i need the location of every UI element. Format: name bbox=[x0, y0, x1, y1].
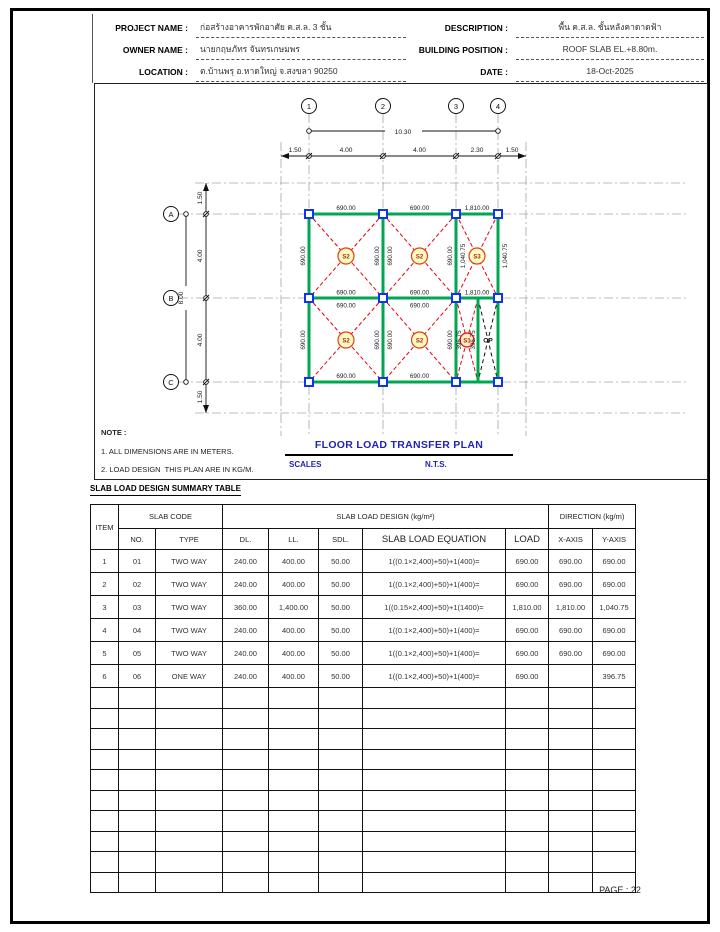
load-label: 690.00 bbox=[336, 289, 356, 297]
table-cell: 396.75 bbox=[593, 665, 636, 688]
dim-span2: 4.00 bbox=[413, 147, 426, 154]
load-label: 1,810.00 bbox=[464, 205, 490, 212]
col-direction: DIRECTION (kg/m) bbox=[549, 505, 636, 529]
load-label: 1,040.75 bbox=[502, 243, 509, 269]
table-cell bbox=[593, 790, 636, 811]
table-cell: 400.00 bbox=[269, 642, 319, 665]
table-row bbox=[91, 550, 636, 573]
table-cell: 690.00 bbox=[593, 619, 636, 642]
col-load: LOAD bbox=[506, 529, 549, 550]
load-label: 690.00 bbox=[409, 373, 430, 380]
table-cell bbox=[223, 708, 269, 729]
table-cell: 400.00 bbox=[269, 573, 319, 596]
table-empty-row bbox=[91, 770, 636, 791]
table-cell bbox=[156, 749, 223, 770]
table-cell bbox=[119, 770, 156, 791]
table-cell: 50.00 bbox=[319, 596, 363, 619]
table-cell bbox=[363, 770, 506, 791]
note-line-2: 2. LOAD DESIGN THIS PLAN ARE IN KG/M. bbox=[101, 465, 254, 474]
slab-tag-s1: S1 bbox=[463, 338, 471, 345]
table-cell bbox=[223, 811, 269, 832]
table-cell bbox=[269, 831, 319, 852]
table-cell bbox=[506, 811, 549, 832]
table-cell bbox=[156, 770, 223, 791]
table-cell: 690.00 bbox=[549, 573, 593, 596]
table-cell: 690.00 bbox=[549, 642, 593, 665]
table-cell bbox=[119, 790, 156, 811]
column-grid-bubbles bbox=[302, 99, 506, 114]
table-cell bbox=[319, 831, 363, 852]
load-label: 396.75 bbox=[470, 330, 477, 350]
grid-bubble-3: 3 bbox=[453, 102, 459, 111]
table-cell bbox=[363, 852, 506, 873]
table-cell bbox=[223, 688, 269, 709]
table-cell: TWO WAY bbox=[156, 573, 223, 596]
slab-tag-s2: S2 bbox=[415, 338, 424, 345]
dim-total-y: 8.00 bbox=[178, 291, 185, 305]
load-label: 690.00 bbox=[409, 205, 430, 212]
table-cell bbox=[506, 872, 549, 893]
table-cell bbox=[156, 708, 223, 729]
table-row bbox=[91, 665, 636, 688]
table-cell bbox=[506, 708, 549, 729]
load-label: 1,810.00 bbox=[464, 289, 490, 297]
table-cell: 3 bbox=[91, 596, 119, 619]
table-cell bbox=[319, 688, 363, 709]
scales-value: N.T.S. bbox=[425, 460, 447, 469]
table-cell: 690.00 bbox=[593, 642, 636, 665]
table-cell bbox=[593, 831, 636, 852]
table-cell bbox=[506, 790, 549, 811]
table-cell bbox=[269, 770, 319, 791]
table-cell bbox=[549, 831, 593, 852]
table-cell: 690.00 bbox=[506, 642, 549, 665]
col-item: ITEM bbox=[91, 505, 119, 550]
table-cell: 1,810.00 bbox=[506, 596, 549, 619]
table-cell bbox=[91, 729, 119, 750]
table-cell bbox=[91, 749, 119, 770]
table-empty-row bbox=[91, 811, 636, 832]
table-cell bbox=[593, 770, 636, 791]
table-cell bbox=[593, 811, 636, 832]
table-cell: 1,810.00 bbox=[549, 596, 593, 619]
building-position-label: BUILDING POSITION : bbox=[418, 45, 508, 55]
drawing-title-block bbox=[285, 439, 513, 472]
opening-label: OP bbox=[483, 337, 493, 345]
table-cell bbox=[91, 770, 119, 791]
table-cell: 50.00 bbox=[319, 550, 363, 573]
table-cell bbox=[506, 688, 549, 709]
load-label: 690.00 bbox=[374, 330, 381, 350]
scales-label: SCALES bbox=[289, 460, 322, 469]
table-cell bbox=[91, 872, 119, 893]
table-cell: 1,400.00 bbox=[269, 596, 319, 619]
dim-bottom-offset: 1.50 bbox=[197, 390, 204, 404]
table-cell bbox=[119, 811, 156, 832]
load-label: 396.75 bbox=[456, 330, 463, 350]
table-cell bbox=[119, 708, 156, 729]
table-row bbox=[91, 596, 636, 619]
col-sdl: SDL. bbox=[319, 529, 363, 550]
table-cell bbox=[593, 852, 636, 873]
table-cell bbox=[549, 688, 593, 709]
table-row bbox=[91, 573, 636, 596]
grid-bubble-1: 1 bbox=[306, 102, 312, 111]
table-cell bbox=[156, 852, 223, 873]
dim-span1: 4.00 bbox=[339, 147, 353, 154]
dim-vspan1: 4.00 bbox=[197, 249, 204, 263]
table-cell bbox=[156, 811, 223, 832]
table-cell bbox=[119, 872, 156, 893]
table-cell: 5 bbox=[91, 642, 119, 665]
table-cell: 690.00 bbox=[506, 619, 549, 642]
project-name-label: PROJECT NAME : bbox=[115, 23, 188, 33]
table-cell: 4 bbox=[91, 619, 119, 642]
drawing-title: FLOOR LOAD TRANSFER PLAN bbox=[314, 439, 484, 451]
table-cell bbox=[269, 872, 319, 893]
col-equation: SLAB LOAD EQUATION bbox=[363, 529, 506, 550]
load-label: 690.00 bbox=[336, 373, 356, 380]
col-x-axis: X-AXIS bbox=[549, 529, 593, 550]
table-cell bbox=[549, 749, 593, 770]
col-dl: DL. bbox=[223, 529, 269, 550]
table-cell bbox=[363, 729, 506, 750]
table-cell: 1,040.75 bbox=[593, 596, 636, 619]
table-cell bbox=[319, 811, 363, 832]
table-cell bbox=[91, 831, 119, 852]
table-empty-row bbox=[91, 872, 636, 893]
table-cell bbox=[269, 852, 319, 873]
table-cell bbox=[119, 729, 156, 750]
table-cell bbox=[91, 688, 119, 709]
location-value: ต.บ้านพรุ อ.หาดใหญ่ จ.สงขลา 90250 bbox=[196, 62, 406, 82]
table-cell bbox=[269, 729, 319, 750]
load-label: 690.00 bbox=[300, 246, 307, 266]
page-number: PAGE : 22 bbox=[599, 885, 641, 895]
table-cell: 02 bbox=[119, 573, 156, 596]
table-cell: 1((0.15×2,400)+50)+1(1400)= bbox=[363, 596, 506, 619]
table-cell bbox=[91, 708, 119, 729]
table-cell: 360.00 bbox=[223, 596, 269, 619]
table-cell: 03 bbox=[119, 596, 156, 619]
col-ll: LL. bbox=[269, 529, 319, 550]
table-cell: 1 bbox=[91, 550, 119, 573]
grid-bubble-A: A bbox=[168, 210, 174, 219]
load-label: 1,040.75 bbox=[460, 243, 467, 269]
floor-plan-drawing bbox=[95, 84, 705, 476]
date-value: 18-Oct-2025 bbox=[516, 62, 704, 82]
grid-bubble-2: 2 bbox=[380, 102, 386, 111]
table-cell bbox=[549, 708, 593, 729]
table-cell: TWO WAY bbox=[156, 596, 223, 619]
table-cell: 690.00 bbox=[506, 550, 549, 573]
table-cell bbox=[269, 749, 319, 770]
col-no: NO. bbox=[119, 529, 156, 550]
dimension-spans-y bbox=[203, 183, 209, 413]
header-row-2 bbox=[0, 40, 720, 60]
table-cell: TWO WAY bbox=[156, 642, 223, 665]
table-cell bbox=[156, 790, 223, 811]
table-empty-row bbox=[91, 708, 636, 729]
table-cell bbox=[223, 831, 269, 852]
note-line-1: 1. ALL DIMENSIONS ARE IN METERS. bbox=[101, 447, 234, 456]
table-cell: 6 bbox=[91, 665, 119, 688]
table-cell bbox=[549, 790, 593, 811]
grid-bubble-4: 4 bbox=[495, 102, 501, 111]
table-cell: 1((0.1×2,400)+50)+1(400)= bbox=[363, 550, 506, 573]
table-cell: 400.00 bbox=[269, 665, 319, 688]
drawing-area bbox=[94, 83, 708, 480]
table-cell: 50.00 bbox=[319, 665, 363, 688]
owner-name-value: นายกฤษภัทร จันทรเกษมพร bbox=[196, 40, 406, 60]
table-cell bbox=[269, 688, 319, 709]
table-cell bbox=[363, 749, 506, 770]
dim-vspan2: 4.00 bbox=[197, 333, 204, 347]
table-cell bbox=[363, 872, 506, 893]
table-cell: 50.00 bbox=[319, 573, 363, 596]
scales-row bbox=[285, 460, 513, 472]
load-label: 690.00 bbox=[447, 330, 454, 350]
table-cell: 690.00 bbox=[506, 573, 549, 596]
table-cell bbox=[319, 708, 363, 729]
table-cell: 240.00 bbox=[223, 573, 269, 596]
date-label: DATE : bbox=[480, 67, 508, 77]
table-cell: 400.00 bbox=[269, 619, 319, 642]
table-cell: 50.00 bbox=[319, 619, 363, 642]
table-cell bbox=[91, 811, 119, 832]
slab-tag-s3: S3 bbox=[473, 254, 481, 261]
table-cell: 1((0.1×2,400)+50)+1(400)= bbox=[363, 665, 506, 688]
dim-right-offset: 1.50 bbox=[505, 147, 519, 154]
table-cell bbox=[223, 790, 269, 811]
table-cell bbox=[593, 749, 636, 770]
table-cell bbox=[223, 749, 269, 770]
table-cell bbox=[319, 770, 363, 791]
table-cell: 1((0.1×2,400)+50)+1(400)= bbox=[363, 573, 506, 596]
load-label: 690.00 bbox=[374, 246, 381, 266]
table-cell bbox=[156, 688, 223, 709]
table-empty-row bbox=[91, 831, 636, 852]
description-value: พื้น ค.ส.ล. ชั้นหลังคาดาดฟ้า bbox=[516, 18, 704, 38]
dim-total-x: 10.30 bbox=[394, 129, 412, 136]
table-cell bbox=[91, 790, 119, 811]
slab-tag-s2: S2 bbox=[342, 254, 350, 261]
table-cell bbox=[363, 790, 506, 811]
table-cell: 50.00 bbox=[319, 642, 363, 665]
table-cell bbox=[549, 665, 593, 688]
load-label: 690.00 bbox=[447, 246, 454, 266]
grid-bubble-B: B bbox=[168, 294, 174, 303]
header-row-1 bbox=[0, 18, 720, 38]
table-cell: 690.00 bbox=[549, 550, 593, 573]
title-underline bbox=[285, 454, 513, 456]
table-row bbox=[91, 642, 636, 665]
table-cell bbox=[119, 852, 156, 873]
table-cell: 1((0.1×2,400)+50)+1(400)= bbox=[363, 642, 506, 665]
table-cell bbox=[269, 708, 319, 729]
table-cell bbox=[223, 872, 269, 893]
table-cell bbox=[319, 729, 363, 750]
table-cell: 05 bbox=[119, 642, 156, 665]
summary-table-heading: SLAB LOAD DESIGN SUMMARY TABLE bbox=[90, 484, 241, 496]
table-cell bbox=[549, 811, 593, 832]
table-cell: 400.00 bbox=[269, 550, 319, 573]
table-cell bbox=[119, 831, 156, 852]
slab-tag-s2: S2 bbox=[342, 338, 350, 345]
table-cell: 1((0.1×2,400)+50)+1(400)= bbox=[363, 619, 506, 642]
table-cell: 240.00 bbox=[223, 665, 269, 688]
table-cell bbox=[506, 729, 549, 750]
table-empty-row bbox=[91, 852, 636, 873]
grid-bubble-C: C bbox=[168, 378, 174, 387]
slab-tag-s2: S2 bbox=[415, 254, 424, 261]
table-cell bbox=[506, 831, 549, 852]
table-cell bbox=[91, 852, 119, 873]
table-cell: 240.00 bbox=[223, 550, 269, 573]
table-cell: 690.00 bbox=[593, 573, 636, 596]
table-cell: 690.00 bbox=[549, 619, 593, 642]
table-cell bbox=[156, 872, 223, 893]
table-cell bbox=[506, 770, 549, 791]
dim-top-offset: 1.50 bbox=[197, 191, 204, 205]
table-cell: 01 bbox=[119, 550, 156, 573]
col-slab-load-design: SLAB LOAD DESIGN (kg/m²) bbox=[223, 505, 549, 529]
note-title: NOTE : bbox=[101, 428, 127, 437]
table-cell bbox=[549, 852, 593, 873]
dim-left-offset: 1.50 bbox=[288, 147, 302, 154]
table-cell: 690.00 bbox=[593, 550, 636, 573]
col-y-axis: Y-AXIS bbox=[593, 529, 636, 550]
table-cell bbox=[223, 729, 269, 750]
table-cell bbox=[319, 790, 363, 811]
grid-lines bbox=[179, 114, 687, 436]
table-cell bbox=[593, 688, 636, 709]
table-cell: 690.00 bbox=[506, 665, 549, 688]
table-cell bbox=[363, 708, 506, 729]
description-label: DESCRIPTION : bbox=[444, 23, 508, 33]
dimension-spans-x bbox=[281, 153, 526, 159]
table-cell: 240.00 bbox=[223, 619, 269, 642]
table-cell bbox=[119, 688, 156, 709]
table-cell bbox=[156, 831, 223, 852]
table-cell bbox=[269, 790, 319, 811]
table-cell: TWO WAY bbox=[156, 619, 223, 642]
table-cell bbox=[506, 749, 549, 770]
table-cell bbox=[363, 831, 506, 852]
table-cell bbox=[549, 729, 593, 750]
table-cell: 06 bbox=[119, 665, 156, 688]
load-label: 690.00 bbox=[336, 302, 356, 310]
table-cell bbox=[223, 770, 269, 791]
table-header-row-2 bbox=[91, 529, 636, 550]
table-cell bbox=[593, 729, 636, 750]
table-cell bbox=[593, 708, 636, 729]
load-label: 690.00 bbox=[387, 246, 394, 266]
owner-name-label: OWNER NAME : bbox=[122, 45, 188, 55]
load-label: 690.00 bbox=[409, 289, 430, 297]
table-cell bbox=[319, 852, 363, 873]
table-cell bbox=[319, 749, 363, 770]
dim-span3: 2.30 bbox=[470, 147, 484, 154]
table-cell: 04 bbox=[119, 619, 156, 642]
table-cell bbox=[363, 811, 506, 832]
load-label: 690.00 bbox=[336, 205, 356, 212]
table-cell bbox=[363, 688, 506, 709]
load-label: 690.00 bbox=[387, 330, 394, 350]
location-label: LOCATION : bbox=[139, 67, 188, 77]
table-cell bbox=[269, 811, 319, 832]
header-row-3 bbox=[0, 62, 720, 82]
col-type: TYPE bbox=[156, 529, 223, 550]
summary-table-body bbox=[91, 550, 636, 893]
table-cell bbox=[549, 770, 593, 791]
table-cell: 240.00 bbox=[223, 642, 269, 665]
load-label: 690.00 bbox=[300, 330, 307, 350]
table-empty-row bbox=[91, 749, 636, 770]
table-cell bbox=[223, 852, 269, 873]
building-position-value: ROOF SLAB EL.+8.80m. bbox=[516, 40, 704, 60]
table-cell bbox=[319, 872, 363, 893]
table-header-row-1 bbox=[91, 505, 636, 529]
beams bbox=[309, 214, 498, 382]
col-slab-code: SLAB CODE bbox=[119, 505, 223, 529]
table-cell: TWO WAY bbox=[156, 550, 223, 573]
table-cell bbox=[506, 852, 549, 873]
table-row bbox=[91, 619, 636, 642]
table-empty-row bbox=[91, 729, 636, 750]
table-empty-row bbox=[91, 688, 636, 709]
table-empty-row bbox=[91, 790, 636, 811]
load-label: 690.00 bbox=[409, 302, 430, 310]
summary-table bbox=[90, 504, 636, 893]
table-cell: 2 bbox=[91, 573, 119, 596]
table-cell bbox=[119, 749, 156, 770]
project-name-value: ก่อสร้างอาคารพักอาศัย ค.ส.ล. 3 ชั้น bbox=[196, 18, 406, 38]
table-cell bbox=[156, 729, 223, 750]
table-cell: ONE WAY bbox=[156, 665, 223, 688]
